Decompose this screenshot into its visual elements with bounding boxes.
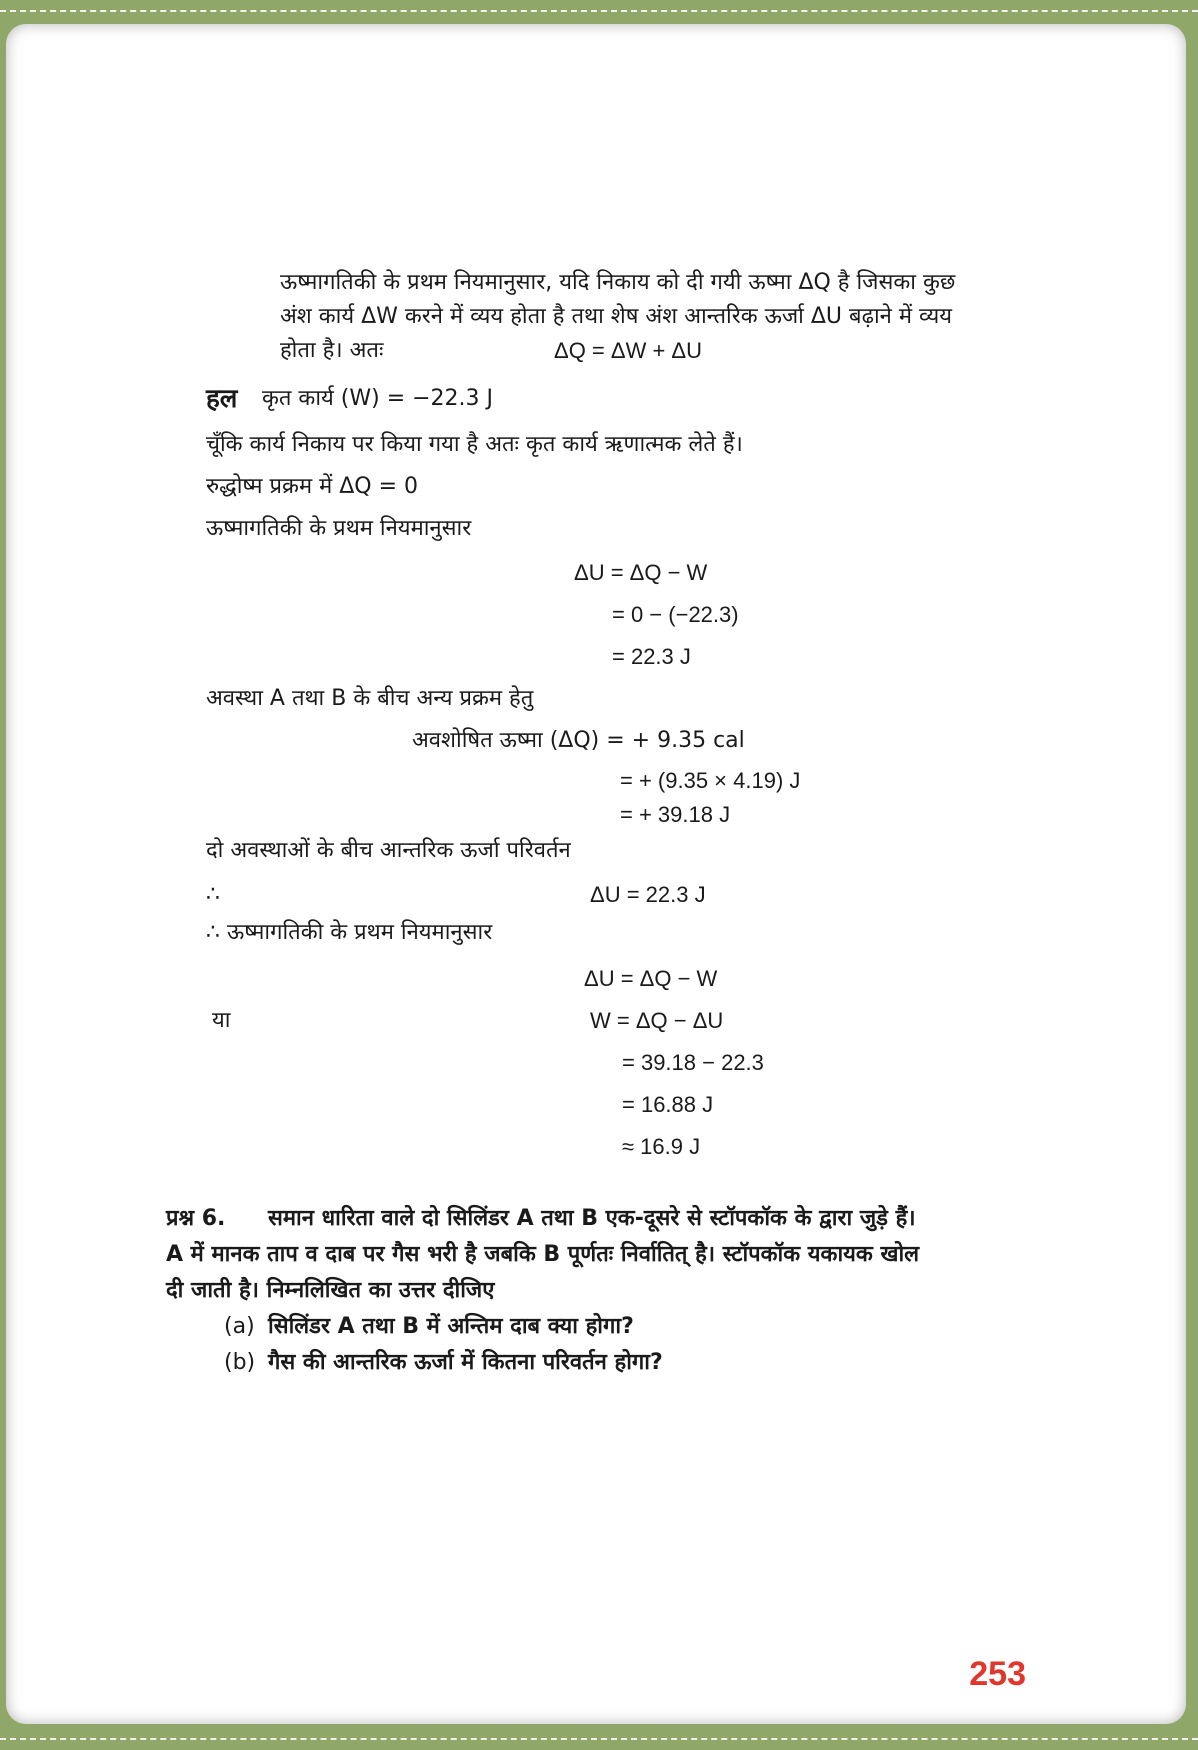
internal-change-line: दो अवस्थाओं के बीच आन्तरिक ऊर्जा परिवर्तन xyxy=(206,838,571,863)
eq1-line-3: = 22.3 J xyxy=(612,644,691,669)
eq2-step-3: ≈ 16.9 J xyxy=(622,1134,701,1159)
other-process-line: अवस्था A तथा B के बीच अन्य प्रक्रम हेतु xyxy=(206,686,534,711)
therefore-symbol: ∴ xyxy=(206,882,220,907)
absorbed-heat-line: अवशोषित ऊष्मा (ΔQ) = + 9.35 cal xyxy=(412,728,745,753)
eq1-line-2: = 0 − (−22.3) xyxy=(612,602,739,627)
eq2-step-2: = 16.88 J xyxy=(622,1092,714,1117)
question-label: प्रश्न 6. xyxy=(166,1206,226,1231)
page-number: 253 xyxy=(969,1655,1026,1693)
question-line-1: समान धारिता वाले दो सिलिंडर A तथा B एक-दूसरे से स्टॉपकॉक के द्वारा जुड़े हैं। xyxy=(268,1206,916,1231)
first-law-line-1: ऊष्मागतिकी के प्रथम नियमानुसार xyxy=(206,516,472,541)
solution-label: हल xyxy=(206,384,238,414)
top-dashed-border xyxy=(0,10,1198,12)
intro-line-2: अंश कार्य ΔW करने में व्यय होता है तथा शेष अंश आन्तरिक ऊर्जा ΔU बढ़ाने में व्यय xyxy=(280,304,953,329)
part-b-tag: (b) xyxy=(224,1350,256,1375)
question-line-2: A में मानक ताप व दाब पर गैस भरी है जबकि B पूर्णतः निर्वातित् है। स्टॉपकॉक यकायक खोल xyxy=(166,1242,920,1267)
eq2-step-1: = 39.18 − 22.3 xyxy=(622,1050,764,1075)
eq2-w-line: W = ΔQ − ΔU xyxy=(590,1008,724,1033)
part-b-text: गैस की आन्तरिक ऊर्जा में कितना परिवर्तन होगा? xyxy=(268,1350,663,1375)
sign-note-line: चूँकि कार्य निकाय पर किया गया है अतः कृत कार्य ऋणात्मक लेते हैं। xyxy=(206,432,743,457)
bottom-dashed-border xyxy=(0,1738,1198,1740)
intro-line-3: होता है। अतः xyxy=(280,338,384,363)
adiabatic-line: रुद्धोष्म प्रक्रम में ΔQ = 0 xyxy=(206,474,419,499)
intro-line-1: ऊष्मागतिकी के प्रथम नियमानुसार, यदि निकाय को दी गयी ऊष्मा ΔQ है जिसका कुछ xyxy=(280,270,956,295)
part-a-tag: (a) xyxy=(224,1314,255,1339)
page-sheet xyxy=(6,24,1186,1724)
eq1-line-1: ΔU = ΔQ − W xyxy=(574,560,708,585)
first-law-line-2: ∴ ऊष्मागतिकी के प्रथम नियमानुसार xyxy=(206,920,493,945)
intro-formula: ΔQ = ΔW + ΔU xyxy=(554,338,702,363)
absorbed-step-1: = + (9.35 × 4.19) J xyxy=(620,768,801,793)
du-value: ΔU = 22.3 J xyxy=(590,882,706,907)
or-label: या xyxy=(212,1008,231,1033)
question-line-3: दी जाती है। निम्नलिखित का उत्तर दीजिए xyxy=(166,1278,495,1303)
work-done-line: कृत कार्य (W) = −22.3 J xyxy=(262,386,494,411)
absorbed-step-2: = + 39.18 J xyxy=(620,802,731,827)
eq2-line-1: ΔU = ΔQ − W xyxy=(584,966,718,991)
part-a-text: सिलिंडर A तथा B में अन्तिम दाब क्या होगा? xyxy=(268,1314,634,1339)
